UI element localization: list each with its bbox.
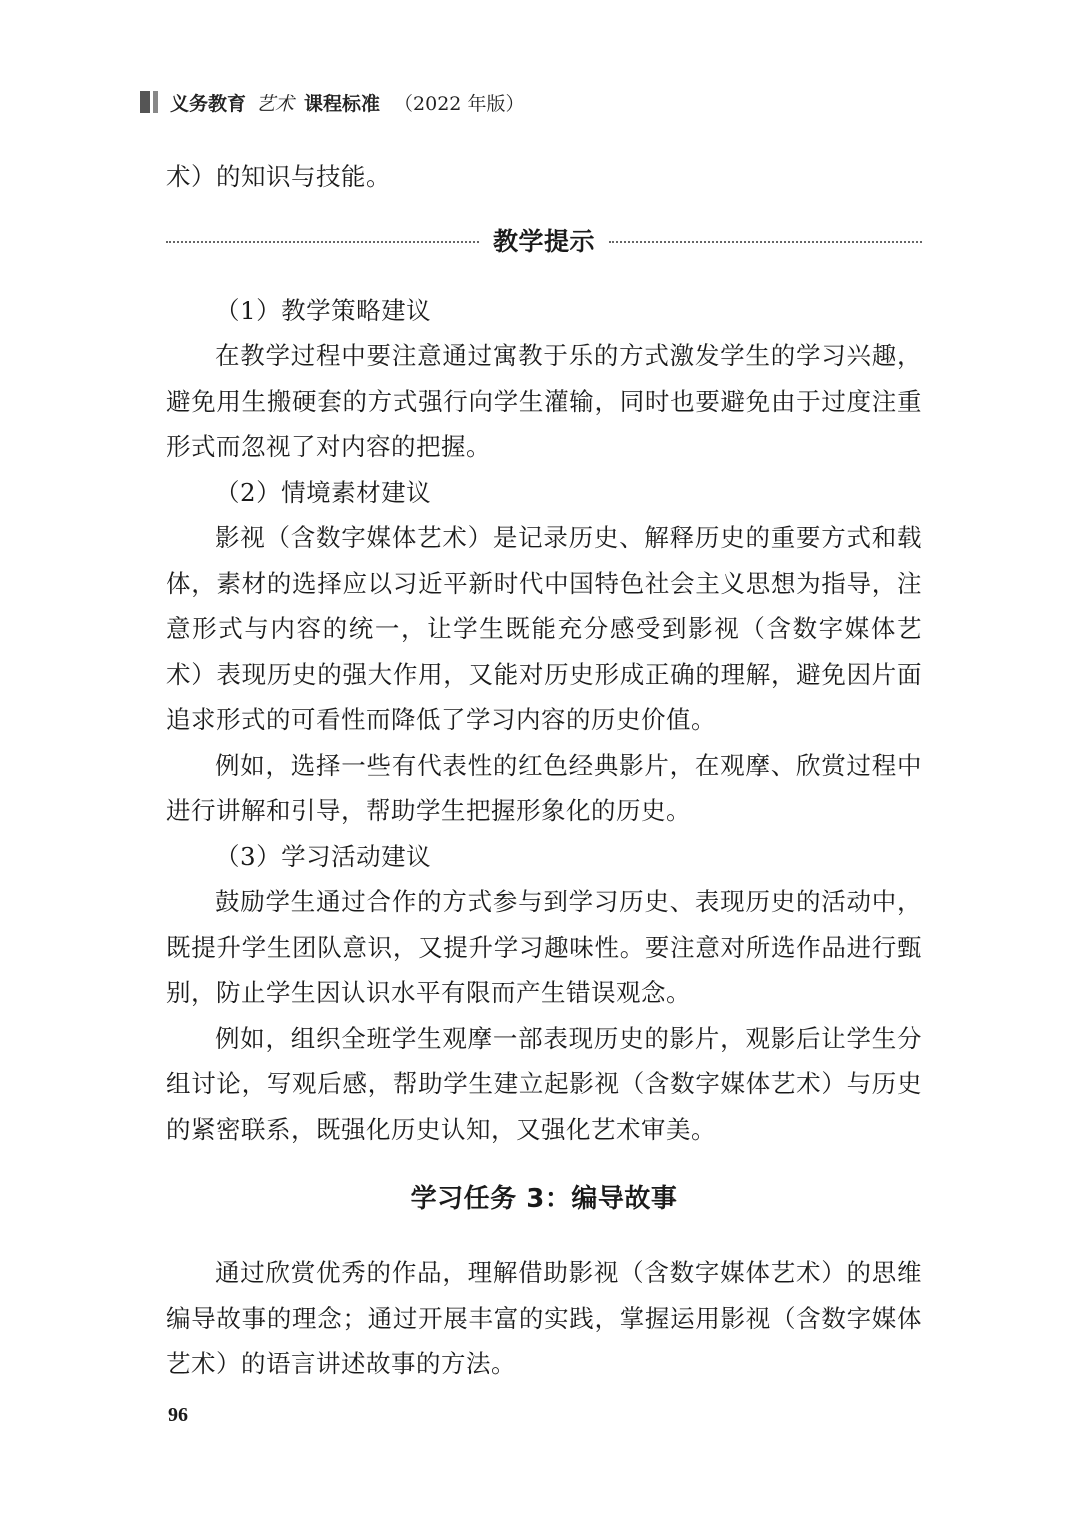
teaching-tips-heading <box>166 218 922 266</box>
header-title-part1: 义务教育 <box>170 92 247 115</box>
header-title-part2: 课程标准 <box>304 92 381 115</box>
material-example-paragraph: 例如，选择一些有代表性的红色经典影片，在观摩、欣赏过程中进行讲解和引导，帮助学生把握形象化的历史。 <box>166 750 922 825</box>
header-bar-thick <box>140 91 150 113</box>
header-edition: （2022 年版） <box>394 92 525 115</box>
activity-paragraph: 鼓励学生通过合作的方式参与到学习历史、表现历史的活动中，既提升学生团队意识，又提升学习趣味性。要注意对所选作品进行甄别，防止学生因认识水平有限而产生错误观念。 <box>166 887 922 1007</box>
continuation-paragraph: 术）的知识与技能。 <box>166 162 391 191</box>
page-number: 96 <box>168 1404 188 1426</box>
material-heading: （2）情境素材建议 <box>215 477 432 507</box>
task-heading: 学习任务 3：编导故事 <box>410 1184 678 1214</box>
heading-rule-left <box>166 241 479 243</box>
header-title <box>170 89 524 116</box>
strategy-heading: （1）教学策略建议 <box>215 295 432 325</box>
teaching-tips-label: 教学提示 <box>493 226 596 256</box>
header-bar-thin <box>153 91 158 113</box>
heading-rule-right <box>609 241 922 243</box>
running-header <box>140 88 524 116</box>
activity-example-paragraph: 例如，组织全班学生观摩一部表现历史的影片，观影后让学生分组讨论，写观后感，帮助学生建立起影视（含数字媒体艺术）与历史的紧密联系，既强化历史认知，又强化艺术审美。 <box>166 1023 922 1144</box>
material-paragraph: 影视（含数字媒体艺术）是记录历史、解释历史的重要方式和载体，素材的选择应以习近平新时代中国特色社会主义思想为指导，注意形式与内容的统一，让学生既能充分感受到影视（含数字媒体艺术）表现历史的强大作用，又能对历史形成正确的理解，避免因片面追求形式的可看性而降低了学习内容的历史价值。 <box>166 523 922 734</box>
strategy-paragraph: 在教学过程中要注意通过寓教于乐的方式激发学生的学习兴趣，避免用生搬硬套的方式强行向学生灌输，同时也要避免由于过度注重形式而忽视了对内容的把握。 <box>166 341 922 461</box>
activity-heading: （3）学习活动建议 <box>215 841 432 871</box>
body-content <box>166 154 922 1387</box>
task-paragraph: 通过欣赏优秀的作品，理解借助影视（含数字媒体艺术）的思维编导故事的理念；通过开展丰富的实践，掌握运用影视（含数字媒体艺术）的语言讲述故事的方法。 <box>166 1258 922 1378</box>
header-title-italic: 艺术 <box>256 92 295 115</box>
header-bars-icon <box>140 91 158 113</box>
